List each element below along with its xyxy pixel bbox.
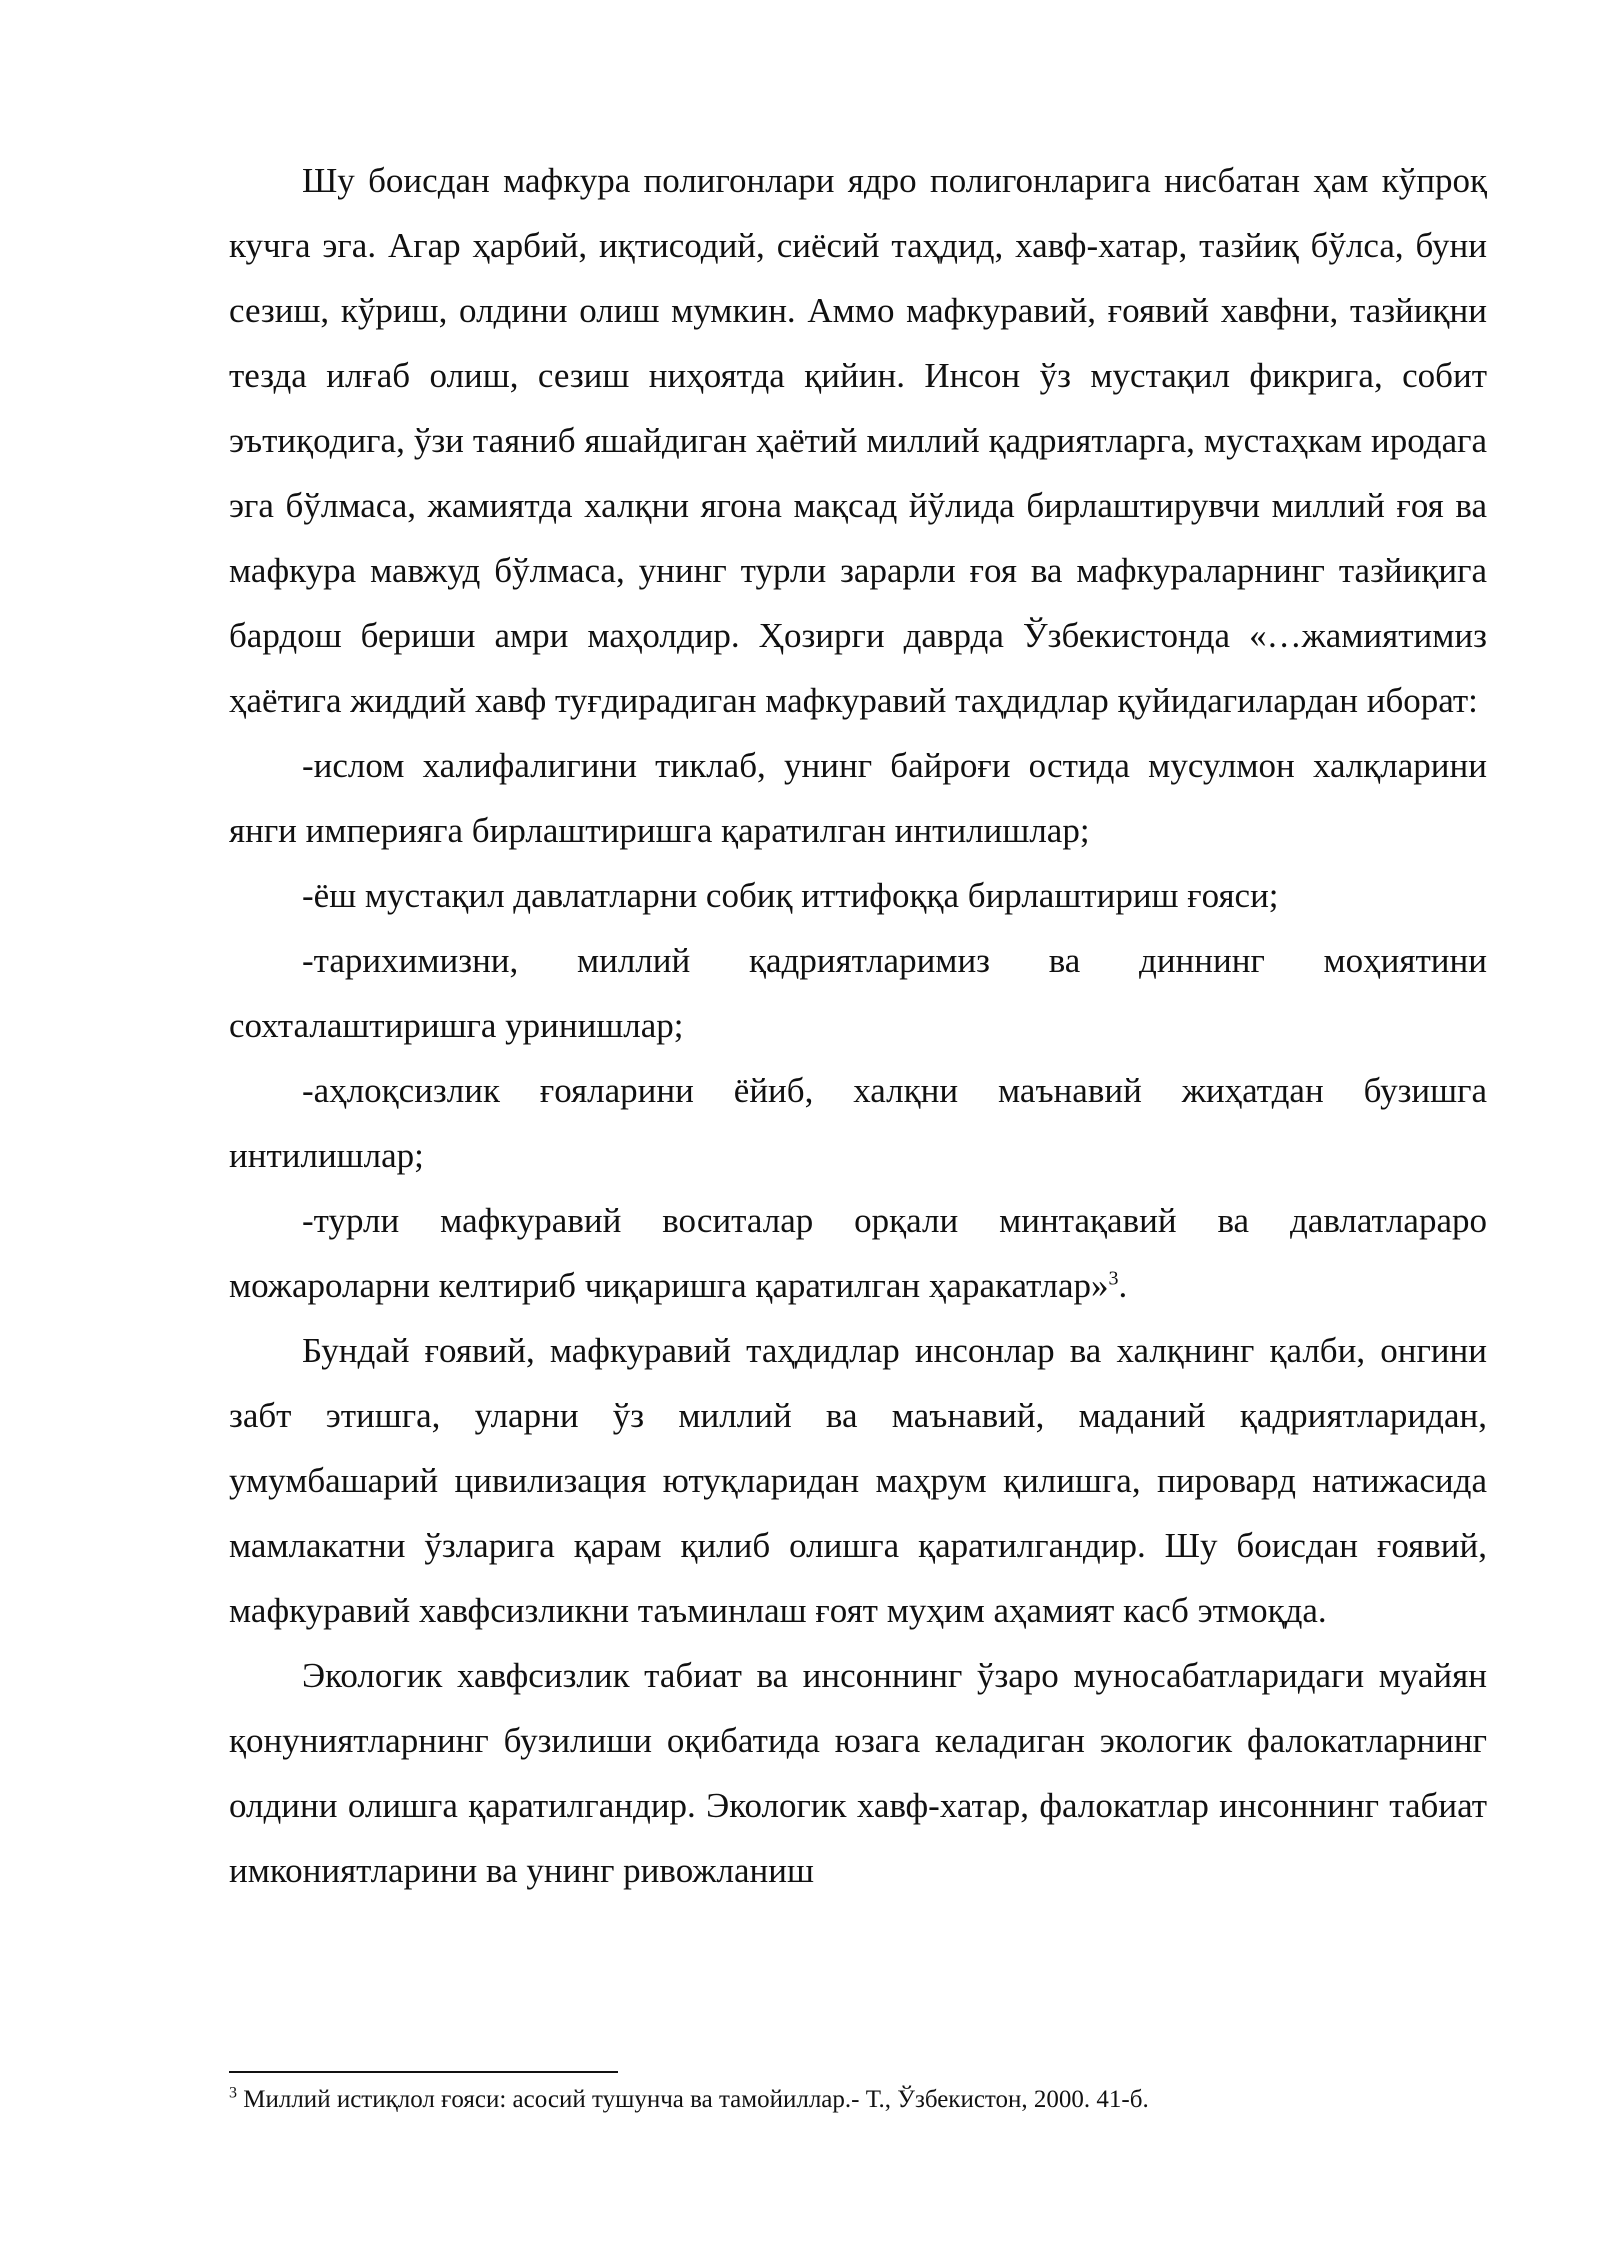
paragraph-ideological-security: Бундай ғоявий, мафкуравий таҳдидлар инсонлар ва халқнинг қалби, онгини забт этишга, уларни ўз миллий ва маънавий, маданий қадриятларидан, умумбашарий цивилизация ютуқларидан маҳрум қилишга, пировард натижасида мамлакатни ўзларига қарам қилиб олишга қаратилгандир. Шу боисдан ғоявий, мафкуравий хавфсизликни таъминлаш ғоят муҳим аҳамият касб этмоқда. (229, 1331, 1487, 1630)
paragraph-ecological-security: Экологик хавфсизлик табиат ва инсоннинг ўзаро муносабатларидаги муайян қонуниятларнинг бузилиши оқибатида юзага келадиган экологик фалокатларнинг олдини олишга қаратилгандир. Экологик хавф-хатар, фалокатлар инсоннинг табиат имкониятларини ва унинг ривожланиш (229, 1656, 1487, 1890)
list-item-regional-conflicts (229, 1188, 1487, 1318)
footnote-text: Миллий истиқлол ғояси: асосий тушунча ва тамойиллар.- Т., Ўзбекистон, 2000. 41-б. (243, 2086, 1149, 2113)
list-item-trailing-period: . (1118, 1266, 1128, 1305)
list-item-former-union: -ёш мустақил давлатларни собиқ иттифоққа бирлаштириш ғояси; (302, 876, 1279, 915)
list-item-history-falsification: -тарихимизни, миллий қадриятларимиз ва диннинг моҳиятини сохталаштиришга уринишлар; (229, 941, 1487, 1045)
footnote-reference[interactable]: 3 (1108, 1267, 1119, 1290)
footnote (229, 2084, 1487, 2116)
body-text (229, 148, 1487, 1903)
list-item-islamic-caliphate: -ислом халифалигини тиклаб, унинг байроғи остида мусулмон халқларини янги империяга бирлаштиришга қаратилган интилишлар; (229, 746, 1487, 850)
paragraph-ideological-threats: Шу боисдан мафкура полигонлари ядро полигонларига нисбатан ҳам кўпроқ кучга эга. Агар ҳарбий, иқтисодий, сиёсий таҳдид, хавф-хатар, тазйиқ бўлса, буни сезиш, кўриш, олдини олиш мумкин. Аммо мафкуравий, ғоявий хавфни, тазйиқни тезда илғаб олиш, сезиш ниҳоятда қийин. Инсон ўз мустақил фикрига, собит эътиқодига, ўзи таяниб яшайдиган ҳаётий миллий қадриятларга, мустаҳкам иродага эга бўлмаса, жамиятда халқни ягона мақсад йўлида бирлаштирувчи миллий ғоя ва мафкура мавжуд бўлмаса, унинг турли зарарли ғоя ва мафкураларнинг тазйиқига бардош бериши амри маҳолдир. Ҳозирги даврда Ўзбекистонда «…жамиятимиз ҳаётига жиддий хавф туғдирадиган мафкуравий таҳдидлар қуйидагилардан иборат: (229, 161, 1487, 720)
footnote-separator (229, 2071, 618, 2073)
list-item-regional-conflicts-text: -турли мафкуравий воситалар орқали минтақавий ва давлатлараро можароларни келтириб чиқаришга қаратилган ҳаракатлар» (229, 1201, 1487, 1305)
footnote-number: 3 (229, 2084, 237, 2102)
list-item-immorality: -аҳлоқсизлик ғояларини ёйиб, халқни маънавий жиҳатдан бузишга интилишлар; (229, 1071, 1487, 1175)
